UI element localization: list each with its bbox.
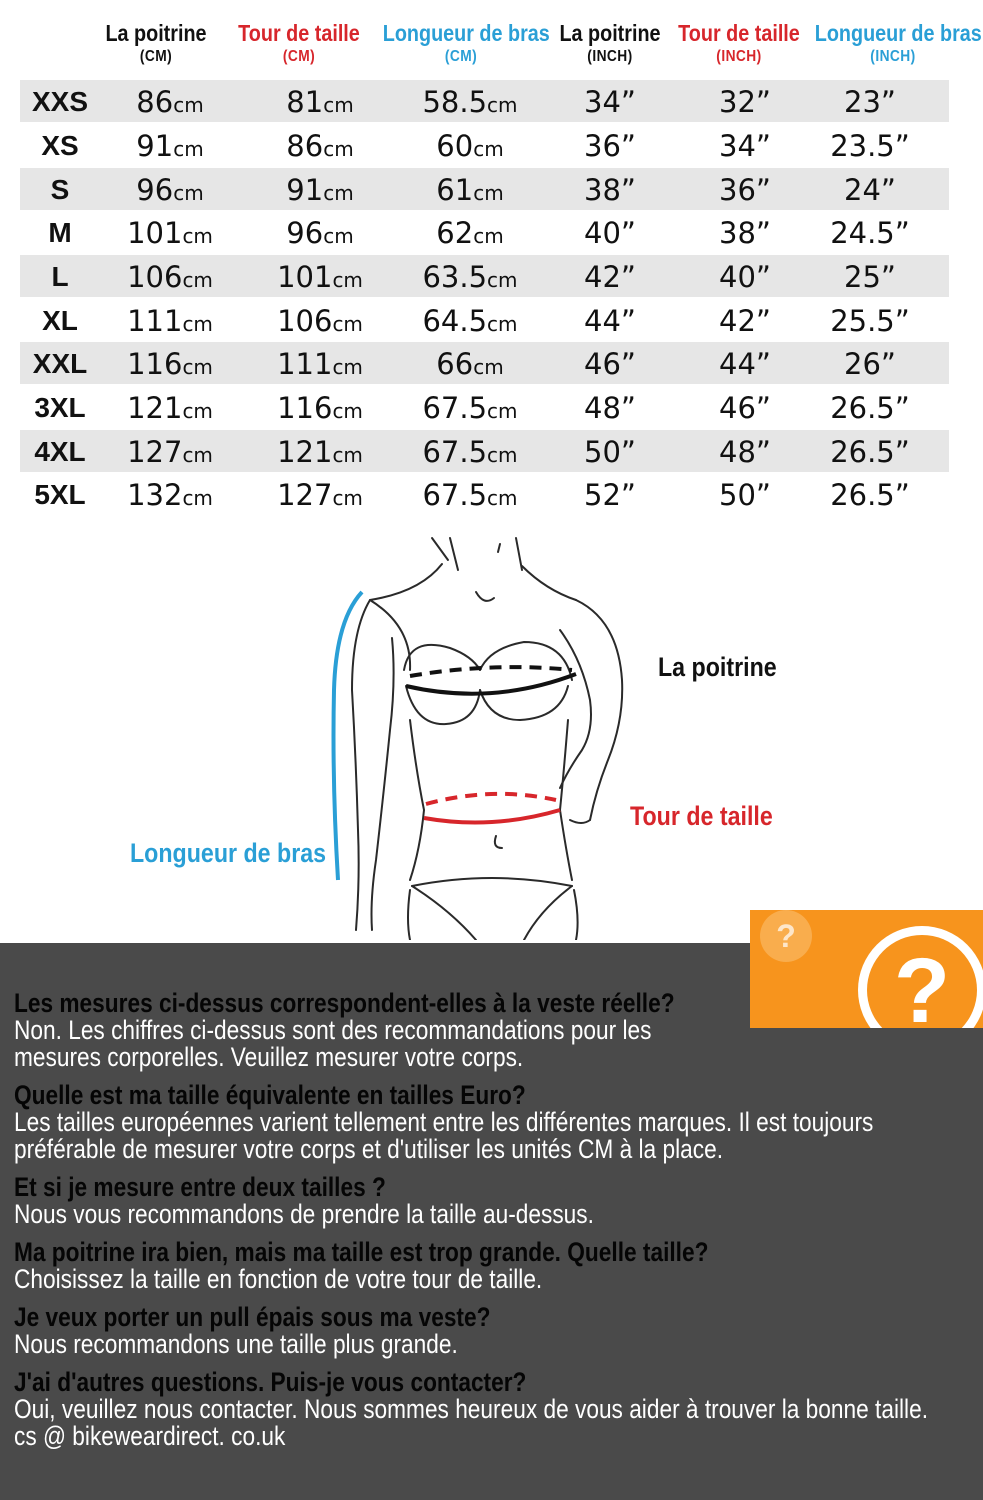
value: 67.5 xyxy=(422,478,488,512)
faq-answer: Les tailles européennes varient tellement entre les différentes marques. Il est toujours préférable de mesurer votre corps et d'utiliser les unités CM à la place. xyxy=(14,1107,874,1164)
header-label: Longueur de bras xyxy=(382,20,550,46)
table-row xyxy=(20,386,949,428)
value: 127 xyxy=(127,435,183,469)
size-label: XXS xyxy=(31,86,89,117)
chest-cm-cell xyxy=(110,255,230,297)
waist-inch-cell: 36” xyxy=(719,173,771,207)
unit: cm xyxy=(487,399,518,423)
unit: cm xyxy=(332,312,363,336)
header-label: Longueur de bras xyxy=(814,20,982,46)
unit: cm xyxy=(473,224,504,248)
size-label: XL xyxy=(42,305,78,336)
faq-item xyxy=(14,1239,820,1293)
unit: cm xyxy=(173,93,204,117)
header-unit: (CM) xyxy=(139,48,173,65)
unit: cm xyxy=(173,181,204,205)
arm-cm-cell xyxy=(410,386,530,428)
arm-inch-cell: 26.5” xyxy=(830,478,910,512)
value: 67.5 xyxy=(422,435,488,469)
value: 81 xyxy=(286,85,324,119)
unit: cm xyxy=(182,312,213,336)
waist-inch-cell: 50” xyxy=(719,478,771,512)
value: 106 xyxy=(277,304,333,338)
faq-question: Les mesures ci-dessus correspondent-elles à la veste réelle? xyxy=(14,988,675,1018)
value: 64.5 xyxy=(422,304,488,338)
header-unit: (INCH) xyxy=(587,48,633,65)
waist-inch-cell: 34” xyxy=(719,129,771,163)
waist-cm-cell xyxy=(260,430,380,472)
chest-inch-cell: 44” xyxy=(584,304,636,338)
header-unit: (CM) xyxy=(282,48,316,65)
table-row xyxy=(20,430,949,472)
chest-inch-cell: 38” xyxy=(584,173,636,207)
waist-cm-cell xyxy=(260,299,380,341)
table-header xyxy=(0,18,983,74)
chest-cm-cell xyxy=(110,80,230,122)
unit: cm xyxy=(332,486,363,510)
waist-label: Tour de taille xyxy=(630,801,773,831)
value: 132 xyxy=(127,478,183,512)
arm-cm-cell xyxy=(410,80,530,122)
size-label: L xyxy=(51,261,69,292)
value: 67.5 xyxy=(422,391,488,425)
waist-cm-cell xyxy=(260,80,380,122)
arm-cm-cell xyxy=(410,342,530,384)
header-arm-inch xyxy=(814,18,982,66)
value: 101 xyxy=(277,260,333,294)
chest-inch-cell: 34” xyxy=(584,85,636,119)
size-label: 4XL xyxy=(34,436,86,467)
arm-cm-cell xyxy=(410,211,530,253)
value: 121 xyxy=(127,391,183,425)
faq-item xyxy=(14,990,820,1071)
faq-item xyxy=(14,1304,820,1358)
waist-inch-cell: 40” xyxy=(719,260,771,294)
faq-question: J'ai d'autres questions. Puis-je vous contacter? xyxy=(14,1367,527,1397)
size-label: 3XL xyxy=(34,392,86,423)
size-label: XS xyxy=(41,130,79,161)
chest-cm-cell xyxy=(110,473,230,515)
header-label: La poitrine xyxy=(559,20,661,46)
arm-cm-cell xyxy=(410,168,530,210)
contact-email[interactable]: cs @ bikeweardirect. co.uk xyxy=(14,1421,286,1451)
waist-inch-cell: 48” xyxy=(719,435,771,469)
table-row xyxy=(20,473,949,515)
waist-inch-cell: 32” xyxy=(719,85,771,119)
unit: cm xyxy=(332,399,363,423)
size-label: XXL xyxy=(32,348,88,379)
table-row xyxy=(20,80,949,122)
header-chest-cm xyxy=(99,18,213,66)
arm-cm-cell xyxy=(410,255,530,297)
chest-cm-cell xyxy=(110,299,230,341)
value: 111 xyxy=(277,347,333,381)
value: 106 xyxy=(127,260,183,294)
table-row xyxy=(20,211,949,253)
chest-cm-cell xyxy=(110,124,230,166)
header-label: Tour de taille xyxy=(678,20,800,46)
header-label: La poitrine xyxy=(105,20,207,46)
unit: cm xyxy=(182,355,213,379)
value: 101 xyxy=(127,216,183,250)
value: 62 xyxy=(436,216,474,250)
waist-cm-cell xyxy=(260,168,380,210)
waist-measure-dashed xyxy=(426,794,556,804)
waist-inch-cell: 38” xyxy=(719,216,771,250)
faq-answer: Choisissez la taille en fonction de votre tour de taille. xyxy=(14,1264,543,1294)
unit: cm xyxy=(182,399,213,423)
waist-cm-cell xyxy=(260,211,380,253)
unit: cm xyxy=(173,137,204,161)
waist-cm-cell xyxy=(260,255,380,297)
chest-inch-cell: 48” xyxy=(584,391,636,425)
chest-inch-cell: 42” xyxy=(584,260,636,294)
arm-inch-cell: 26.5” xyxy=(830,435,910,469)
unit: cm xyxy=(332,355,363,379)
unit: cm xyxy=(182,486,213,510)
value: 96 xyxy=(136,173,174,207)
arm-inch-cell: 26” xyxy=(844,347,896,381)
chest-inch-cell: 52” xyxy=(584,478,636,512)
arm-cm-cell xyxy=(410,124,530,166)
header-chest-inch xyxy=(553,18,667,66)
size-label: 5XL xyxy=(34,479,86,510)
table-row xyxy=(20,168,949,210)
waist-cm-cell xyxy=(260,124,380,166)
value: 60 xyxy=(436,129,474,163)
value: 121 xyxy=(277,435,333,469)
faq-answer: Non. Les chiffres ci-dessus sont des recommandations pour les mesures corporelles. Veuillez mesurer votre corps. xyxy=(14,1015,652,1072)
unit: cm xyxy=(487,268,518,292)
value: 96 xyxy=(286,216,324,250)
waist-cm-cell xyxy=(260,473,380,515)
arm-cm-cell xyxy=(410,473,530,515)
arm-inch-cell: 26.5” xyxy=(830,391,910,425)
header-unit: (INCH) xyxy=(870,48,916,65)
header-unit: (INCH) xyxy=(716,48,762,65)
waist-cm-cell xyxy=(260,342,380,384)
chest-cm-cell xyxy=(110,430,230,472)
table-row xyxy=(20,342,949,384)
faq-question: Et si je mesure entre deux tailles ? xyxy=(14,1172,386,1202)
value: 127 xyxy=(277,478,333,512)
arm-inch-cell: 25.5” xyxy=(830,304,910,338)
value: 86 xyxy=(136,85,174,119)
value: 91 xyxy=(286,173,324,207)
arm-inch-cell: 24.5” xyxy=(830,216,910,250)
value: 58.5 xyxy=(422,85,488,119)
unit: cm xyxy=(182,268,213,292)
unit: cm xyxy=(323,181,354,205)
unit: cm xyxy=(473,137,504,161)
unit: cm xyxy=(487,312,518,336)
faq-item xyxy=(14,1367,929,1424)
svg-text:?: ? xyxy=(776,918,796,954)
chest-inch-cell: 46” xyxy=(584,347,636,381)
header-unit: (CM) xyxy=(444,48,478,65)
chest-inch-cell: 50” xyxy=(584,435,636,469)
chest-cm-cell xyxy=(110,342,230,384)
measurement-figure xyxy=(120,530,820,940)
unit: cm xyxy=(332,443,363,467)
chest-cm-cell xyxy=(110,168,230,210)
table-row xyxy=(20,124,949,166)
faq-answer: Nous recommandons une taille plus grande. xyxy=(14,1329,458,1359)
faq-item xyxy=(14,1174,820,1228)
waist-inch-cell: 42” xyxy=(719,304,771,338)
chest-inch-cell: 40” xyxy=(584,216,636,250)
waist-inch-cell: 46” xyxy=(719,391,771,425)
header-label: Tour de taille xyxy=(238,20,360,46)
unit: cm xyxy=(487,443,518,467)
unit: cm xyxy=(487,93,518,117)
unit: cm xyxy=(323,224,354,248)
unit: cm xyxy=(323,93,354,117)
chest-measure-line xyxy=(406,674,576,694)
waist-measure-line xyxy=(424,810,560,823)
arm-inch-cell: 25” xyxy=(844,260,896,294)
header-waist-cm xyxy=(235,18,364,66)
faq-question: Quelle est ma taille équivalente en tailles Euro? xyxy=(14,1080,526,1110)
value: 116 xyxy=(127,347,183,381)
waist-cm-cell xyxy=(260,386,380,428)
unit: cm xyxy=(487,486,518,510)
chest-cm-cell xyxy=(110,211,230,253)
unit: cm xyxy=(182,224,213,248)
waist-inch-cell: 44” xyxy=(719,347,771,381)
chest-label: La poitrine xyxy=(658,652,777,682)
unit: cm xyxy=(473,181,504,205)
header-arm-cm xyxy=(382,18,550,66)
value: 116 xyxy=(277,391,333,425)
unit: cm xyxy=(182,443,213,467)
unit: cm xyxy=(323,137,354,161)
svg-text:?: ? xyxy=(893,940,951,1028)
size-label: S xyxy=(50,174,70,205)
value: 63.5 xyxy=(422,260,488,294)
chest-cm-cell xyxy=(110,386,230,428)
chest-inch-cell: 36” xyxy=(584,129,636,163)
arm-length-label: Longueur de bras xyxy=(130,838,327,868)
body-outline-illustration xyxy=(120,530,820,940)
arm-inch-cell: 24” xyxy=(844,173,896,207)
faq-answer: Nous vous recommandons de prendre la taille au-dessus. xyxy=(14,1199,594,1229)
value: 111 xyxy=(127,304,183,338)
header-waist-inch xyxy=(675,18,804,66)
unit: cm xyxy=(332,268,363,292)
chest-measure-dashed xyxy=(410,667,572,676)
arm-cm-cell xyxy=(410,299,530,341)
faq-question: Je veux porter un pull épais sous ma veste? xyxy=(14,1302,491,1332)
table-row xyxy=(20,299,949,341)
faq-list xyxy=(14,988,929,1451)
faq-question: Ma poitrine ira bien, mais ma taille est trop grande. Quelle taille? xyxy=(14,1237,709,1267)
size-label: M xyxy=(48,217,72,248)
faq-answer: Oui, veuillez nous contacter. Nous sommes heureux de vous aider à trouver la bonne taille. xyxy=(14,1394,929,1424)
arm-cm-cell xyxy=(410,430,530,472)
unit: cm xyxy=(473,355,504,379)
value: 66 xyxy=(436,347,474,381)
faq-item xyxy=(14,1080,874,1164)
arm-inch-cell: 23” xyxy=(844,85,896,119)
arm-inch-cell: 23.5” xyxy=(830,129,910,163)
value: 86 xyxy=(286,129,324,163)
table-row xyxy=(20,255,949,297)
value: 91 xyxy=(136,129,174,163)
value: 61 xyxy=(436,173,474,207)
